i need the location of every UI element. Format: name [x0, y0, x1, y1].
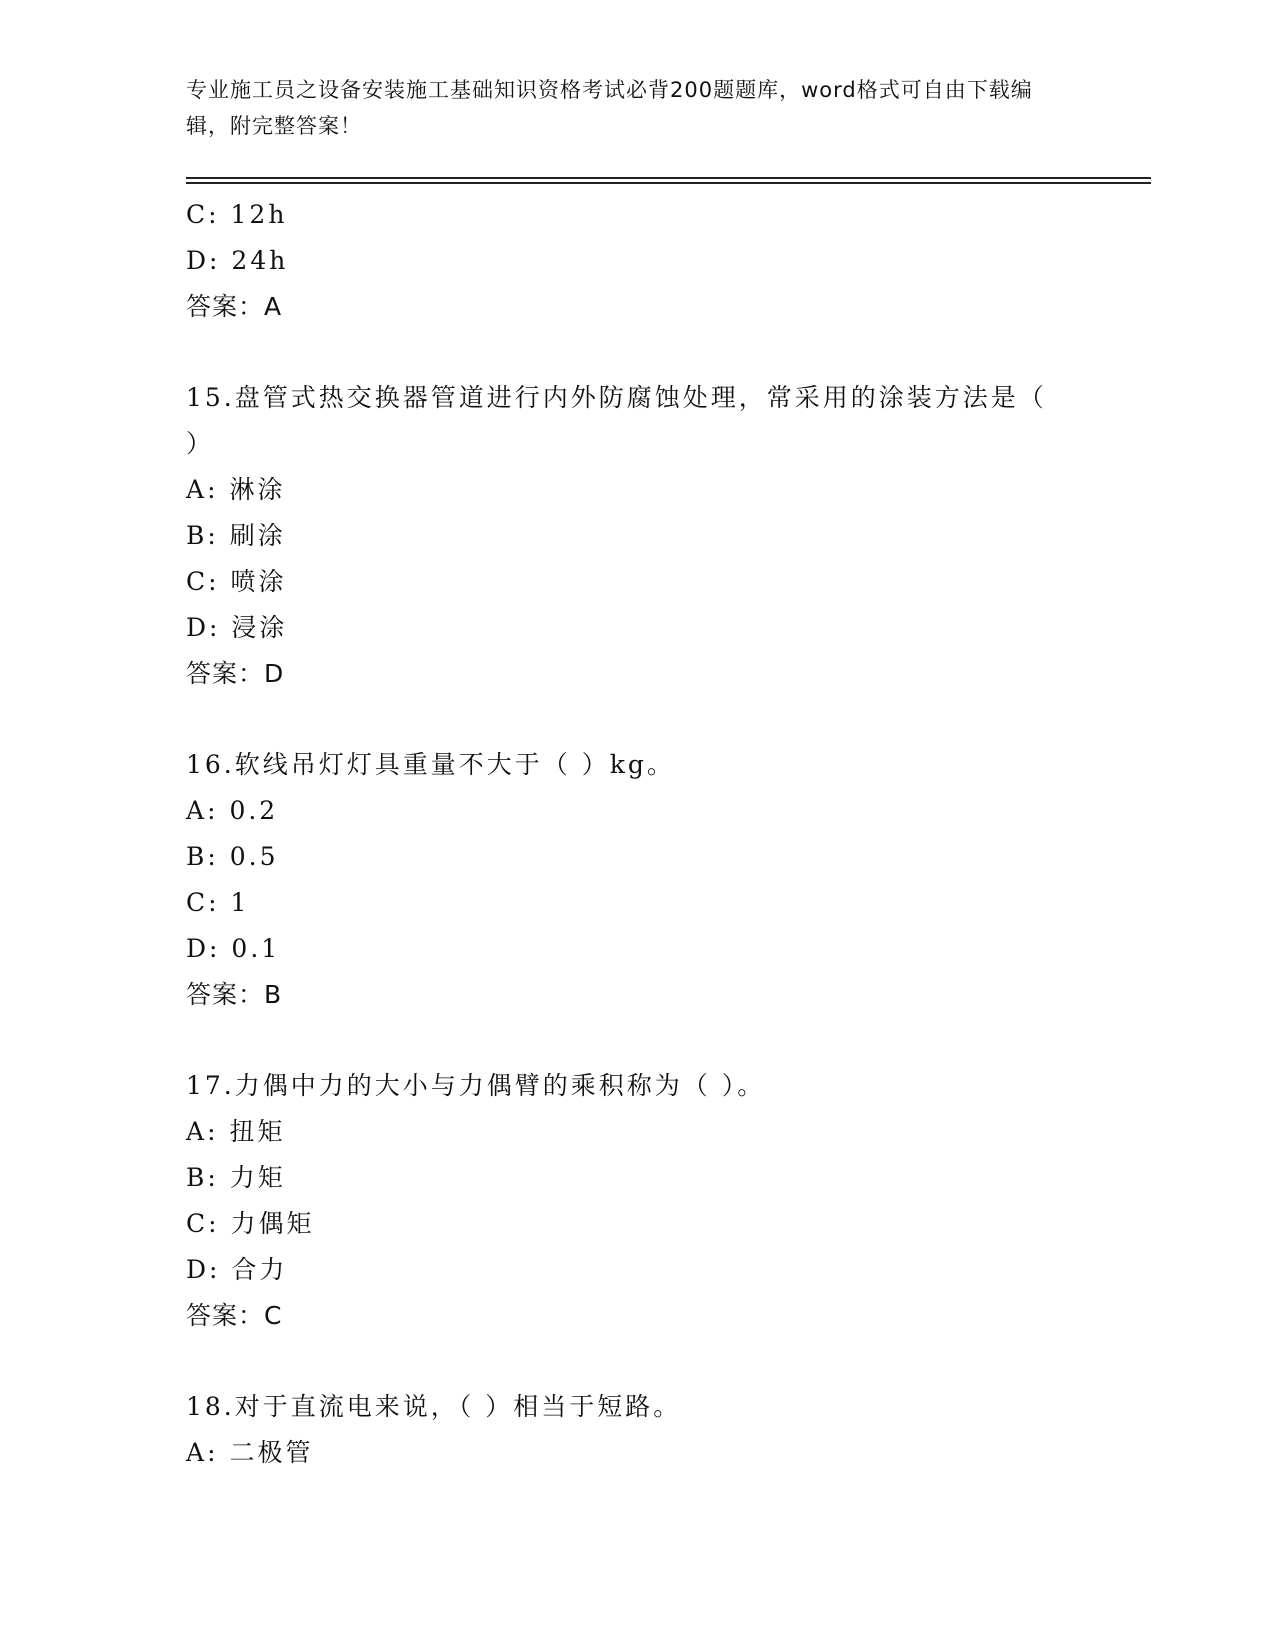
option-key: B: [186, 1163, 208, 1192]
answer-label: 答案：: [186, 292, 265, 321]
option-key: C: [186, 888, 209, 917]
option-line: [186, 513, 1086, 559]
option-key: B: [186, 842, 208, 871]
option-text: 刷涂: [229, 521, 286, 550]
option-separator: :: [207, 1163, 230, 1192]
spacer: [186, 1018, 1086, 1063]
option-key: A: [186, 1438, 208, 1467]
question-stem-continued: [186, 421, 1086, 467]
option-text: 24h: [231, 246, 289, 275]
option-key: A: [186, 475, 208, 504]
option-line: [186, 926, 1086, 972]
option-key: D: [186, 613, 210, 642]
option-separator: :: [207, 842, 230, 871]
option-text: 0.5: [229, 842, 279, 871]
question-number: 15.: [186, 383, 235, 412]
question-stem: [186, 742, 1086, 788]
option-line: [186, 238, 1086, 284]
answer-line: [186, 972, 1086, 1018]
option-text: 力偶矩: [230, 1209, 315, 1238]
answer-line: [186, 1293, 1086, 1339]
question-text: 力偶中力的大小与力偶臂的乘积称为（ ）。: [234, 1071, 766, 1100]
option-key: D: [186, 1255, 210, 1284]
option-key: D: [186, 934, 210, 963]
spacer: [186, 330, 1086, 375]
option-text: 扭矩: [229, 1117, 286, 1146]
option-key: A: [186, 1117, 208, 1146]
option-separator: :: [209, 246, 232, 275]
answer-value: A: [264, 292, 283, 321]
option-key: A: [186, 796, 208, 825]
option-line: [186, 559, 1086, 605]
option-line: [186, 1109, 1086, 1155]
header-rule-bottom: [186, 182, 1151, 184]
option-text: 0.1: [231, 934, 281, 963]
document-header: 专业施工员之设备安装施工基础知识资格考试必背200题题库，word格式可自由下载编辑，附完整答案！: [186, 78, 1033, 138]
answer-line: [186, 284, 1086, 330]
option-key: B: [186, 521, 208, 550]
option-line: [186, 1247, 1086, 1293]
option-text: 淋涂: [229, 475, 286, 504]
option-line: [186, 1430, 1086, 1476]
option-text: 12h: [230, 200, 288, 229]
question-stem: [186, 1063, 1086, 1109]
option-separator: :: [207, 475, 230, 504]
answer-label: 答案：: [186, 659, 265, 688]
option-line: [186, 605, 1086, 651]
option-line: [186, 1201, 1086, 1247]
option-separator: :: [209, 934, 232, 963]
question-stem: [186, 1384, 1086, 1430]
answer-label: 答案：: [186, 980, 265, 1009]
option-separator: :: [207, 796, 230, 825]
option-text: 合力: [231, 1255, 288, 1284]
option-key: C: [186, 200, 209, 229]
option-separator: :: [207, 521, 230, 550]
option-line: [186, 880, 1086, 926]
spacer: [186, 1339, 1086, 1384]
option-key: C: [186, 567, 209, 596]
answer-label: 答案：: [186, 1301, 265, 1330]
question-text: 软线吊灯灯具重量不大于（ ）kg。: [234, 750, 675, 779]
header-rule-top: [186, 177, 1151, 179]
option-line: [186, 1155, 1086, 1201]
option-separator: :: [208, 888, 231, 917]
option-key: C: [186, 1209, 209, 1238]
question-list: [186, 192, 1086, 1476]
question-text: 盘管式热交换器管道进行内外防腐蚀处理，常采用的涂装方法是（: [234, 383, 1047, 412]
option-text: 喷涂: [230, 567, 287, 596]
answer-value: C: [264, 1301, 283, 1330]
option-separator: :: [207, 1438, 230, 1467]
answer-value: B: [264, 980, 283, 1009]
option-separator: :: [208, 567, 231, 596]
option-separator: :: [207, 1117, 230, 1146]
option-text: 力矩: [229, 1163, 286, 1192]
option-key: D: [186, 246, 210, 275]
question-stem: [186, 375, 1086, 421]
option-text: 二极管: [229, 1438, 314, 1467]
answer-value: D: [264, 659, 285, 688]
option-separator: :: [208, 1209, 231, 1238]
option-line: [186, 192, 1086, 238]
option-text: 1: [230, 888, 250, 917]
option-text: 0.2: [229, 796, 279, 825]
answer-line: [186, 651, 1086, 697]
option-line: [186, 467, 1086, 513]
option-separator: :: [208, 200, 231, 229]
question-text: 对于直流电来说，（ ）相当于短路。: [234, 1392, 682, 1421]
question-number: 18.: [186, 1392, 235, 1421]
question-text: ）: [186, 429, 215, 458]
option-text: 浸涂: [231, 613, 288, 642]
question-number: 16.: [186, 750, 235, 779]
question-number: 17.: [186, 1071, 235, 1100]
option-separator: :: [209, 1255, 232, 1284]
option-separator: :: [209, 613, 232, 642]
option-line: [186, 834, 1086, 880]
spacer: [186, 697, 1086, 742]
option-line: [186, 788, 1086, 834]
